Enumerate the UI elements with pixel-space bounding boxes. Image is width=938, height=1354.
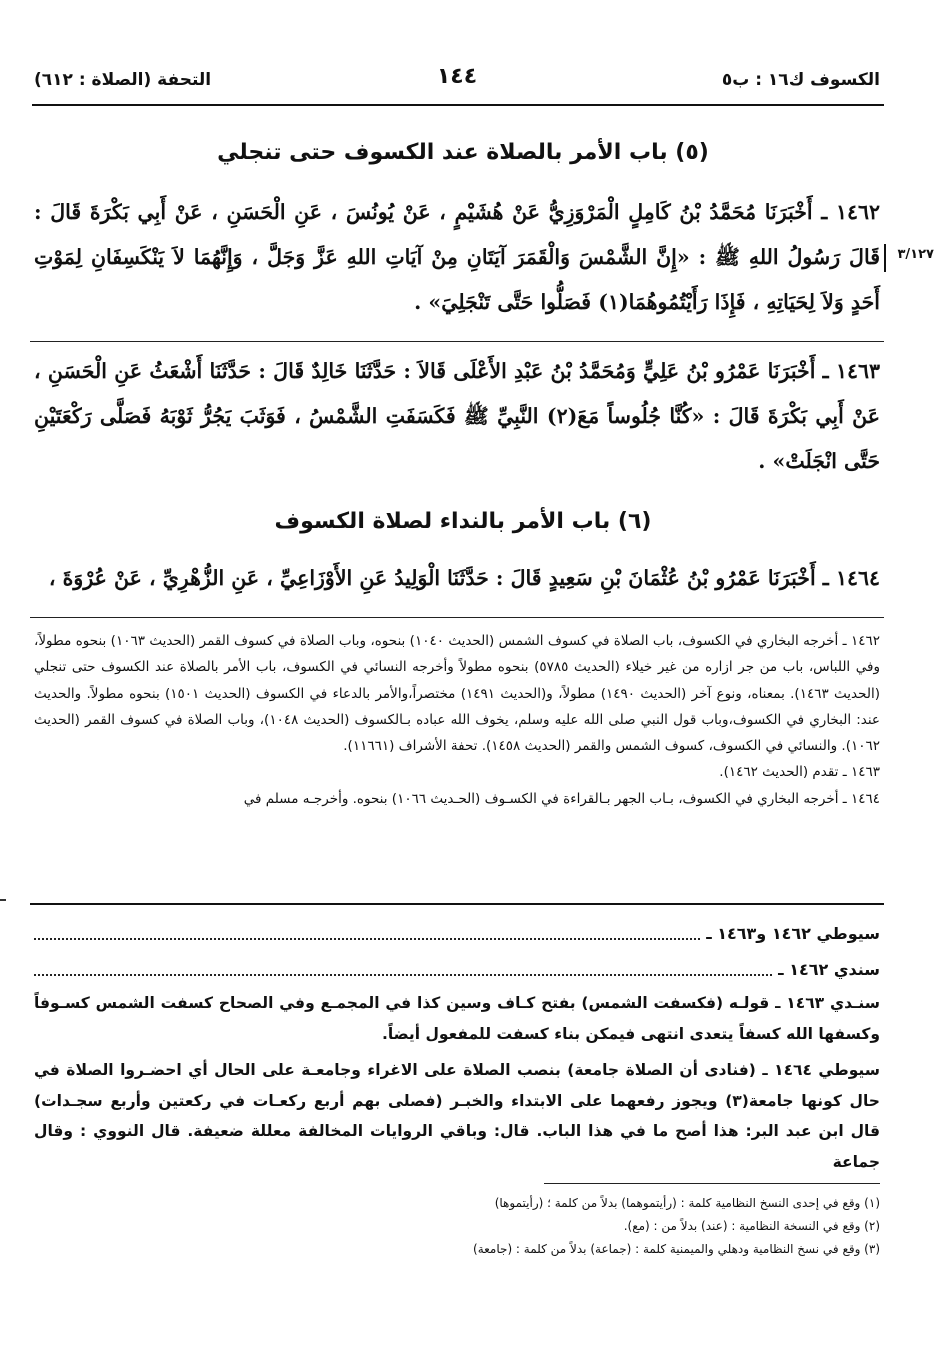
suyuti-1462-1463-line bbox=[34, 920, 880, 950]
commentary-rule bbox=[30, 903, 884, 905]
scan-edge-mark bbox=[0, 899, 6, 901]
footnote-rule bbox=[544, 1183, 880, 1184]
suyuti-1462-1463-label: سيوطي ١٤٦٢ و١٤٦٣ ـ bbox=[700, 924, 880, 943]
footnotes bbox=[300, 1192, 880, 1261]
section-rule bbox=[30, 341, 884, 342]
hadith-1462: ١٤٦٢ ـ أَخْبَرَنَا مُحَمَّدُ بْنُ كَامِلٍ الْمَرْوَزِيُّ عَنْ هُشَيْمٍ ، عَنْ يُونُسَ ، عَنِ الْحَسَنِ ، عَنْ أَبِي بَكْرَةَ قَالَ : قَالَ رَسُولُ اللهِ ﷺ : «إِنَّ الشَّمْسَ وَالْقَمَرَ آيَتَانِ مِنْ آيَاتِ اللهِ عَزَّ وَجَلَّ ، وَإِنَّهُمَا لاَ يَنْكَسِفَانِ لِمَوْتِ أَحَدٍ وَلاَ لِحَيَاتِهِ ، فَإِذَا رَأَيْتُمُوهُمَا(١) فَصَلُّوا حَتَّى تَنْجَلِيَ» . bbox=[34, 200, 880, 314]
sindi-1462-label: سندي ١٤٦٢ ـ bbox=[772, 960, 880, 979]
margin-bar bbox=[884, 244, 886, 272]
running-header bbox=[34, 64, 880, 98]
commentary-block bbox=[34, 988, 880, 1177]
takhrij-1463: ١٤٦٣ ـ تقدم (الحديث ١٤٦٢). bbox=[719, 764, 880, 781]
hadith-1463: ١٤٦٣ ـ أَخْبَرَنَا عَمْرُو بْنُ عَلِيٍّ وَمُحَمَّدُ بْنُ عَبْدِ الأَعْلَى قَالاَ : حَدَّثَنَا خَالِدٌ قَالَ : حَدَّثَنَا أَشْعَثُ عَنِ الْحَسَنِ ، عَنْ أَبِي بَكْرَةَ قَالَ : «كُنَّا جُلُوساً مَعَ(٢) النَّبِيِّ ﷺ فَكَسَفَتِ الشَّمْسُ ، فَوَثَبَ يَجُرُّ ثَوْبَهُ فَصَلَّى رَكْعَتَيْنِ حَتَّى انْجَلَتْ» . bbox=[34, 359, 881, 473]
footnote-2: (٢) وقع في النسخة النظامية : (عند) بدلاً من : (مع). bbox=[623, 1219, 880, 1233]
suyuti-1464-commentary: سيوطي ١٤٦٤ ـ (فنادى أن الصلاة جامعة) بنصب الصلاة على الاغراء وجامعـة على الحال أي احضـروا الصلاة في حال كونها جامعة(٣) ويجوز رفعهما على الابتداء والخبـر (فصلى بهم أربع ركعـات في ركعتين وأربع سجـدات) قال ابن عبد البر: هذا أصح ما في هذا الباب. قال: وباقي الروايات المخالفة معللة ضعيفة. قال النووي : وقال جماعة bbox=[34, 1061, 880, 1171]
takhrij-notes bbox=[34, 628, 880, 812]
sindi-1463-commentary: سنـدي ١٤٦٣ ـ قولـه (فكسفت الشمس) بفتح كـاف وسين كذا في المجمـع وفي الصحاح كسفت الشمس كسـوفاً وكسفها الله كسفاً يتعدى انتهى فيمكن بناء كسفت للمفعول أيضاً. bbox=[34, 994, 880, 1043]
takhrij-1464: ١٤٦٤ ـ أخرجه البخاري في الكسوف، بـاب الجهر بـالقراءة في الكسـوف (الحـديث ١٠٦٦) بنحوه. وأخرجـه مسلم في bbox=[243, 790, 880, 807]
header-tuhfa-ref: التحفة (الصلاة : ٦١٢) bbox=[34, 70, 212, 90]
hadith-1464: ١٤٦٤ ـ أَخْبَرَنَا عَمْرُو بْنُ عُثْمَانَ بْنِ سَعِيدٍ قَالَ : حَدَّثَنَا الْوَلِيدُ عَنِ الأَوْزَاعِيِّ ، عَنِ الزُّهْرِيِّ ، عَنْ عُرْوَةَ ، bbox=[48, 566, 880, 590]
header-rule bbox=[32, 104, 884, 106]
sindi-1462-line bbox=[34, 956, 880, 986]
footnote-1: (١) وقع في إحدى النسخ النظامية كلمة : (رأيتموهما) بدلاً من كلمة ؛ (رأيتموها) bbox=[494, 1196, 880, 1210]
page-number: ١٤٤ bbox=[436, 64, 478, 89]
dotted-leader bbox=[34, 974, 880, 976]
header-chapter-ref: الكسوف ك١٦ : ب٥ bbox=[721, 70, 880, 90]
chapter-heading-5: (٥) باب الأمر بالصلاة عند الكسوف حتى تنجلي bbox=[217, 140, 709, 165]
takhrij-1462: ١٤٦٢ ـ أخرجه البخاري في الكسوف، باب الصلاة في كسوف الشمس (الحديث ١٠٤٠) بنحوه، وباب الصلاة في كسوف القمر (الحديث ١٠٦٣) بنحوه مطولاً، وفي اللباس، باب من جر ازاره من غير خيلاء (الحديث ٥٧٨٥) بنحوه مطولاً وأخرجه النسائي في الكسوف، باب الأمر بالصلاة عند الكسوف حتى تنجلي (الحديث ١٤٦٣). بمعناه، ونوع آخر (الحديث ١٤٩٠) مطولاً، و(الحديث ١٤٩١) مختصراً،والأمر بالدعاء في الكسوف (الحديث ١٥٠١) بنحوه مطولاً. والحديث عند: البخاري في الكسوف،وباب قول النبي صلى الله عليه وسلم، يخوف الله عباده بـالكسوف (الحديث ١٠٤٨)، وباب الصلاة في كسوف القمر (الحديث ١٠٦٢). والنسائي في الكسوف، كسوف الشمس والقمر (الحديث ١٤٥٨). تحفة الأشراف (١١٦٦١). bbox=[34, 633, 880, 755]
footnote-3: (٣) وقع في نسخ النظامية ودهلي والميمنية كلمة : (جماعة) بدلاً من كلمة : (جامعة) bbox=[473, 1242, 880, 1256]
margin-note: ٣/١٢٧ bbox=[897, 247, 934, 262]
takhrij-rule bbox=[30, 617, 884, 618]
chapter-heading-6: (٦) باب الأمر بالنداء لصلاة الكسوف bbox=[274, 509, 652, 534]
